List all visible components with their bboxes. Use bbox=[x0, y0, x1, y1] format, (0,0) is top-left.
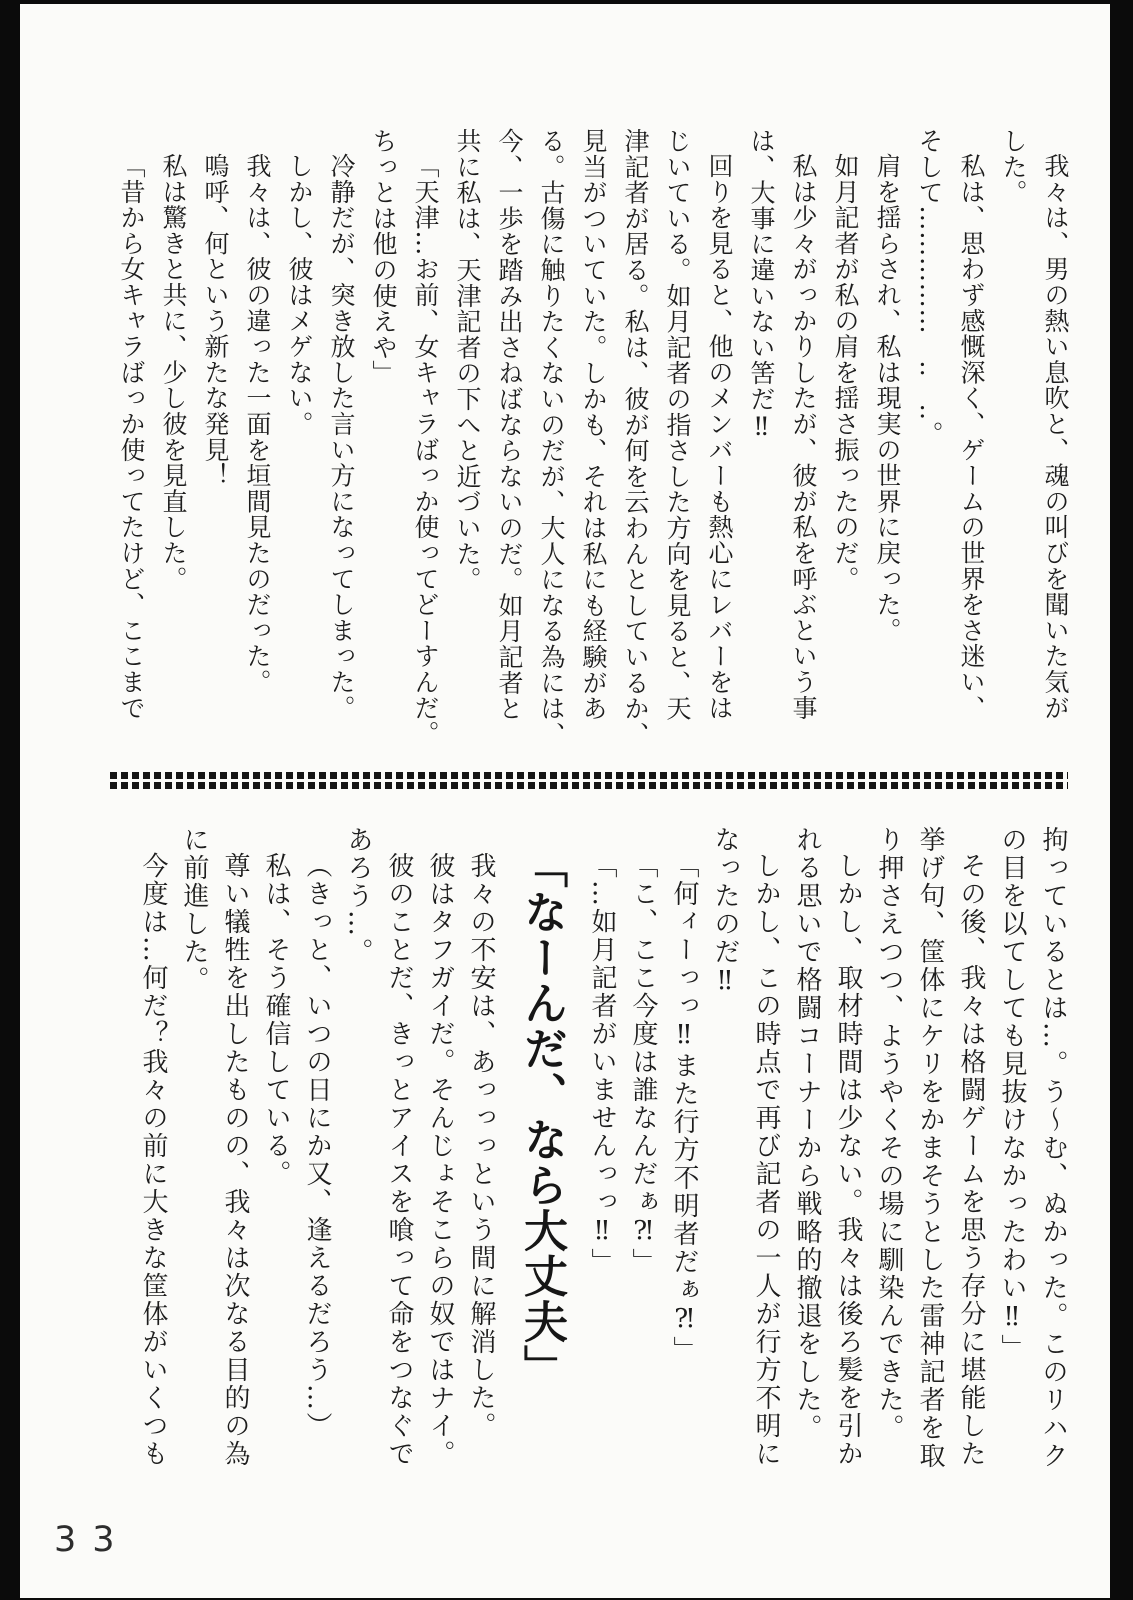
text-column: の目を以てしても見抜けなかったわい‼」 bbox=[997, 826, 1027, 1362]
text-column: 今度は…何だ？我々の前に大きな筐体がいくつも bbox=[138, 852, 168, 1468]
text-column: 嗚呼、何という新たな発見！ bbox=[201, 153, 230, 489]
text-column: 私は、そう確信している。 bbox=[261, 852, 291, 1188]
text-column: 私は少々がっかりしたが、彼が私を呼ぶという事 bbox=[789, 153, 818, 721]
text-column: 我々の不安は、あっっっという間に解消した。 bbox=[466, 852, 496, 1440]
text-column: 津記者が居る。私は、彼が何を云わんとしているか、 bbox=[621, 128, 650, 748]
text-column: 「何ィーっっ‼また行方不明者だぁ⁈」 bbox=[669, 852, 699, 1364]
text-column: 拘っているとは…。う〜む、ぬかった。このリハク bbox=[1038, 826, 1068, 1470]
text-column: した。 bbox=[999, 128, 1028, 206]
text-column: 今、一歩を踏み出さねばならないのだ。如月記者と bbox=[495, 128, 524, 722]
text-column: 彼はタフガイだ。そんじょそこらの奴ではナイ。 bbox=[425, 852, 455, 1468]
text-column: そして…………… ‥ ‥。 bbox=[915, 128, 944, 447]
scanned-page bbox=[20, 4, 1110, 1598]
text-column: （きっと、いつの日にか又、逢えるだろう…） bbox=[302, 852, 332, 1440]
text-column: 冷静だが、突き放した言い方になってしまった。 bbox=[327, 153, 356, 721]
text-column: なったのだ‼ bbox=[710, 826, 740, 998]
text-column: じいている。如月記者の指さした方向を見ると、天 bbox=[663, 128, 692, 722]
text-column: 「こ、ここ今度は誰なんだぁ⁈」 bbox=[628, 852, 658, 1276]
text-column: 我々は、男の熱い息吹と、魂の叫びを聞いた気が bbox=[1041, 153, 1070, 721]
text-column: 彼のことだ、きっとアイスを喰って命をつなぐで bbox=[384, 852, 414, 1468]
text-column: 見当がついていた。しかも、それは私にも経験があ bbox=[579, 128, 608, 722]
text-column: しかし、この時点で再び記者の一人が行方不明に bbox=[751, 852, 781, 1468]
text-column: その後、我々は格闘ゲームを思う存分に堪能した bbox=[956, 852, 986, 1468]
headline-column: 「なーんだ、なら大丈夫」 bbox=[516, 843, 567, 1390]
text-column: れる思いで格闘コーナーから戦略的撤退をした。 bbox=[792, 826, 822, 1442]
text-column: に前進した。 bbox=[179, 826, 209, 994]
text-column: 回りを見ると、他のメンバーも熱心にレバーをは bbox=[705, 153, 734, 721]
text-column: 私は驚きと共に、少し彼を見直した。 bbox=[159, 153, 188, 592]
text-column: 挙げ句、筐体にケリをかまそうとした雷神記者を取 bbox=[915, 826, 945, 1470]
page-number: 33 bbox=[54, 1520, 131, 1560]
text-column: ちっとは他の使えや」 bbox=[369, 128, 398, 386]
dashed-divider bbox=[110, 772, 1068, 789]
top-text-section bbox=[110, 128, 1076, 760]
text-column: 「昔から女キャラばっか使ってたけど、ここまで bbox=[117, 153, 146, 721]
text-column: 共に私は、天津記者の下へと近づいた。 bbox=[453, 128, 482, 593]
text-column: 尊い犠牲を出したものの、我々は次なる目的の為 bbox=[220, 852, 250, 1468]
text-column: は、大事に違いない筈だ‼ bbox=[747, 128, 776, 442]
text-column: 私は、思わず感慨深く、ゲームの世界をさ迷い、 bbox=[957, 153, 986, 721]
text-column: 我々は、彼の違った一面を垣間見たのだった。 bbox=[243, 153, 272, 695]
text-column: り押さえつつ、ようやくその場に馴染んできた。 bbox=[874, 826, 904, 1442]
bottom-text-section bbox=[132, 826, 1073, 1498]
text-column: 肩を揺らされ、私は現実の世界に戻った。 bbox=[873, 153, 902, 644]
text-column: る。古傷に触りたくないのだが、大人になる為には、 bbox=[537, 128, 566, 748]
text-column: しかし、取材時間は少ない。我々は後ろ髪を引か bbox=[833, 852, 863, 1468]
text-column: 「天津…お前、女キャラばっか使ってどーすんだ。 bbox=[411, 153, 440, 747]
text-column: 如月記者が私の肩を揺さ振ったのだ。 bbox=[831, 153, 860, 592]
text-column: しかし、彼はメゲない。 bbox=[285, 153, 314, 437]
text-column: あろう…。 bbox=[343, 826, 373, 966]
text-column: 「…如月記者がいませんっっ‼」 bbox=[587, 852, 617, 1276]
